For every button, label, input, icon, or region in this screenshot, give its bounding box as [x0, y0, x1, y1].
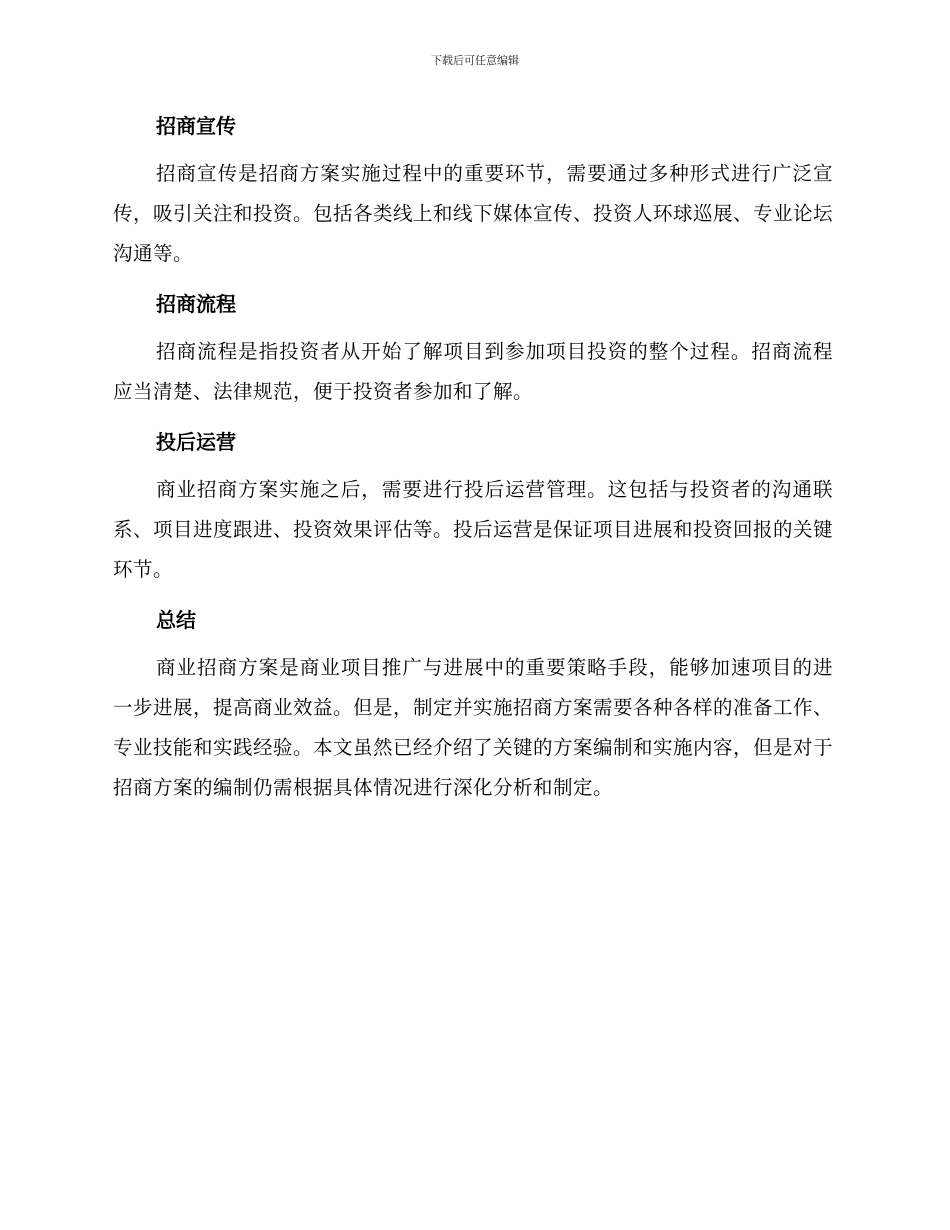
section-post-investment-operation [113, 426, 833, 590]
section-paragraph: 商业招商方案是商业项目推广与进展中的重要策略手段，能够加速项目的进一步进展，提高商业效益。但是，制定并实施招商方案需要各种各样的准备工作、专业技能和实践经验。本文虽然已经介绍了关键的方案编制和实施内容，但是对于招商方案的编制仍需根据具体情况进行深化分析和制定。 [113, 656, 834, 799]
document-body [113, 110, 833, 822]
section-investment-process [113, 288, 833, 412]
section-heading: 总结 [156, 608, 196, 632]
section-paragraph: 商业招商方案实施之后，需要进行投后运营管理。这包括与投资者的沟通联系、项目进度跟进、投资效果评估等。投后运营是保证项目进展和投资回报的关键环节。 [113, 478, 834, 581]
section-heading: 招商宣传 [156, 114, 236, 138]
section-paragraph: 招商流程是指投资者从开始了解项目到参加项目投资的整个过程。招商流程应当清楚、法律规范，便于投资者参加和了解。 [113, 340, 833, 403]
section-heading: 投后运营 [156, 430, 236, 454]
section-investment-promotion [113, 110, 833, 274]
section-paragraph: 招商宣传是招商方案实施过程中的重要环节，需要通过多种形式进行广泛宣传，吸引关注和投资。包括各类线上和线下媒体宣传、投资人环球巡展、专业论坛沟通等。 [113, 162, 834, 265]
section-summary [113, 604, 833, 808]
page-header-note: 下载后可任意编辑 [431, 54, 519, 67]
section-heading: 招商流程 [156, 292, 236, 316]
